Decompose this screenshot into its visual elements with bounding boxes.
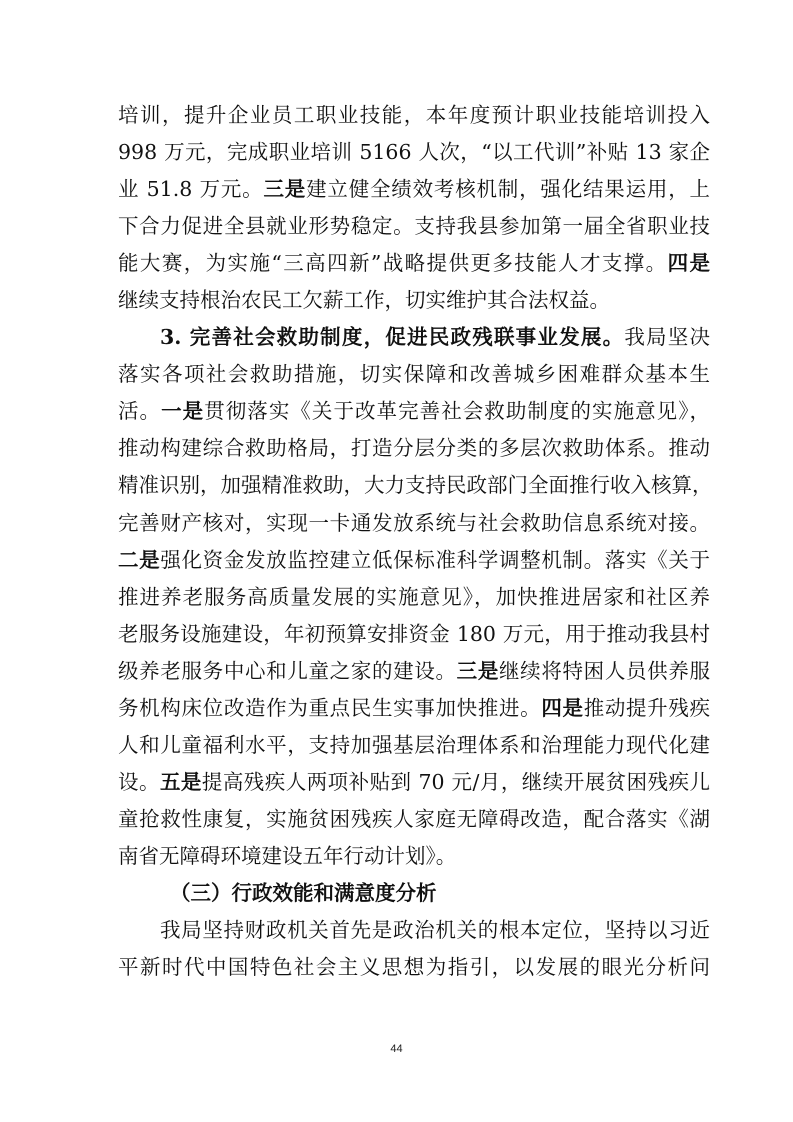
text-run: 继续将特困人员供养服 <box>499 658 711 683</box>
subsection-heading: 3. 完善社会救助制度，促进民政残联事业发展。 <box>160 325 625 350</box>
bold-lead: 二是 <box>118 547 161 572</box>
bold-lead: 一是 <box>161 399 205 424</box>
body-text <box>118 97 713 986</box>
paragraph-line <box>118 653 710 690</box>
text-run: 级养老服务中心和儿童之家的建设。 <box>118 658 457 683</box>
paragraph-line: 我局坚持财政机关首先是政治机关的根本定位，坚持以习近 <box>160 918 710 943</box>
paragraph-line: 推进养老服务高质量发展的实施意见》，加快推进居家和社区养 <box>118 584 710 609</box>
paragraph-line <box>118 171 710 208</box>
bold-lead: 五是 <box>159 769 202 794</box>
paragraph-line: 下合力促进全县就业形势稳定。支持我县参加第一届全省职业技 <box>118 214 710 239</box>
text-run: 业 51.8 万元。 <box>118 177 264 202</box>
paragraph-line: 南省无障碍环境建设五年行动计划》。 <box>118 843 457 868</box>
paragraph-line: 继续支持根治农民工欠薪工作，切实维护其合法权益。 <box>118 288 610 313</box>
paragraph-line <box>118 690 710 727</box>
paragraph-line: 平新时代中国特色社会主义思想为指引，以发展的眼光分析问 <box>118 955 710 980</box>
bold-lead: 四是 <box>667 251 711 276</box>
text-run: 我局坚决 <box>624 325 710 350</box>
paragraph-line <box>118 764 710 801</box>
text-run: 活。 <box>118 399 162 424</box>
text-run: 务机构床位改造作为重点民生实事加快推进。 <box>118 695 542 720</box>
paragraph-line: 老服务设施建设，年初预算安排资金 180 万元，用于推动我县村 <box>118 621 710 646</box>
bold-lead: 三是 <box>456 658 500 683</box>
paragraph-line: 推动构建综合救助格局，打造分层分类的多层次救助体系。推动 <box>118 436 710 461</box>
text-run: 设。 <box>118 769 160 794</box>
paragraph-line: 培训，提升企业员工职业技能，本年度预计职业技能培训投入 <box>118 103 710 127</box>
paragraph-line: 完善财产核对，实现一卡通发放系统与社会救助信息系统对接。 <box>118 510 710 535</box>
paragraph-line <box>118 393 710 430</box>
paragraph-line: 人和儿童福利水平，支持加强基层治理体系和治理能力现代化建 <box>118 732 710 757</box>
paragraph-line <box>118 319 710 356</box>
text-run: 能大赛，为实施“三高四新”战略提供更多技能人才支撑。 <box>118 251 668 276</box>
text-run: 提高残疾人两项补贴到 70 元/月，继续开展贫困残疾儿 <box>201 769 711 794</box>
bold-lead: 四是 <box>541 695 584 720</box>
paragraph-line <box>118 245 710 282</box>
text-run: 强化资金发放监控建立低保标准科学调整机制。落实《关于 <box>160 547 711 572</box>
paragraph-line: 落实各项社会救助措施，切实保障和改善城乡困难群众基本生 <box>118 362 710 387</box>
page-number: 44 <box>390 1043 403 1055</box>
text-run: 推动提升残疾 <box>583 695 711 720</box>
bold-lead: 三是 <box>263 177 307 202</box>
text-run: 贯彻落实《关于改革完善社会救助制度的实施意见》， <box>204 399 711 424</box>
paragraph-line: 精准识别，加强精准救助，大力支持民政部门全面推行收入核算， <box>118 473 713 498</box>
paragraph-line <box>118 542 710 579</box>
text-run: 建立健全绩效考核机制，强化结果运用，上 <box>306 177 711 202</box>
section-heading: （三）行政效能和满意度分析 <box>170 880 437 905</box>
paragraph-line: 童抢救性康复，实施贫困残疾人家庭无障碍改造，配合落实《湖 <box>118 806 710 831</box>
paragraph-line: 998 万元，完成职业培训 5166 人次，“以工代训”补贴 13 家企 <box>118 140 710 165</box>
